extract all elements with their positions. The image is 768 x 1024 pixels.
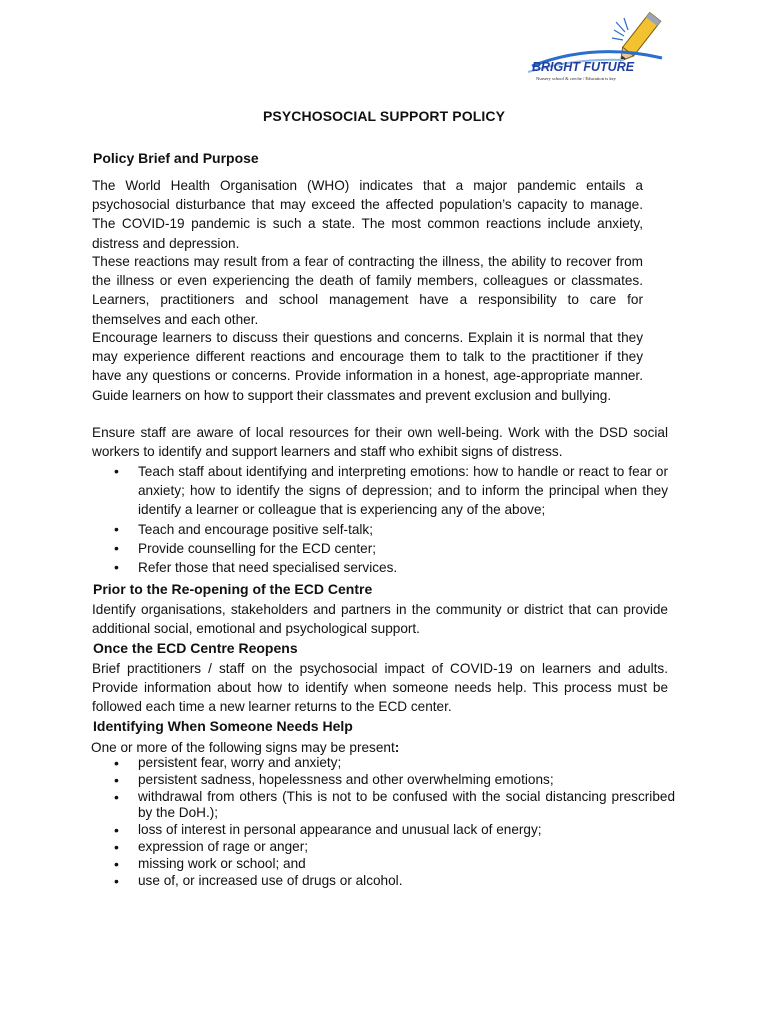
- paragraph-brief-practitioners: Brief practitioners / staff on the psychosocial impact of COVID-19 on learners and adults. Provide information about how to identify when someone needs help. This process must be followed each time a new learner returns to the ECD center.: [92, 661, 668, 715]
- signs-intro-colon: :: [394, 740, 400, 755]
- list-item: • use of, or increased use of drugs or alcohol.: [92, 873, 675, 890]
- paragraph-who: The World Health Organisation (WHO) indicates that a major pandemic entails a psychosocial disturbance that may exceed the affected population’s capacity to manage. The COVID-19 pandemic is such a state. The most common reactions include anxiety, distress and depression.: [92, 178, 643, 251]
- list-item: • withdrawal from others (This is not to be confused with the social distancing prescribed by the DoH.);: [92, 789, 675, 823]
- heading-once-reopens: Once the ECD Centre Reopens: [93, 640, 298, 656]
- list-item: • expression of rage or anger;: [92, 839, 675, 856]
- heading-prior-reopening: Prior to the Re-opening of the ECD Centre: [93, 581, 373, 597]
- list-item: • Provide counselling for the ECD center;: [92, 539, 668, 558]
- page-title: PSYCHOSOCIAL SUPPORT POLICY: [262, 108, 506, 124]
- list-item: • loss of interest in personal appearance and unusual lack of energy;: [92, 822, 675, 839]
- list-item: • Teach and encourage positive self-talk;: [92, 520, 668, 539]
- staff-support-list: [92, 462, 668, 577]
- list-item: • Refer those that need specialised services.: [92, 558, 668, 577]
- list-item: • missing work or school; and: [92, 856, 675, 873]
- paragraph-encourage-learners: Encourage learners to discuss their questions and concerns. Explain it is normal that they may experience different reactions and encourage them to talk to the practitioner if they have any questions or concerns. Provide information in a honest, age-appropriate manner. Guide learners on how to support their classmates and prevent exclusion and bullying.: [92, 330, 643, 403]
- heading-policy-brief: Policy Brief and Purpose: [93, 150, 259, 166]
- logo-tagline: Nursery school & creche / Education is key: [536, 76, 616, 81]
- logo-brand-text: BRIGHT FUTURE: [532, 60, 635, 74]
- list-item: • persistent sadness, hopelessness and other overwhelming emotions;: [92, 772, 675, 789]
- list-item: • persistent fear, worry and anxiety;: [92, 755, 675, 772]
- signs-intro-text: One or more of the following signs may be present: [91, 740, 395, 755]
- heading-identifying-help: Identifying When Someone Needs Help: [93, 718, 353, 734]
- paragraph-ensure-staff: Ensure staff are aware of local resources for their own well-being. Work with the DSD social workers to identify and support learners and staff who exhibit signs of distress.: [92, 425, 668, 460]
- list-item: • Teach staff about identifying and interpreting emotions: how to handle or react to fear or anxiety; how to identify the signs of depression; and to inform the principal when they identify a learner or colleague that is experiencing any of the above;: [92, 462, 668, 520]
- bright-future-logo: [524, 8, 672, 90]
- paragraph-identify-organisations: Identify organisations, stakeholders and partners in the community or district that can provide additional social, emotional and psychological support.: [92, 602, 668, 637]
- warning-signs-list: [92, 755, 675, 889]
- paragraph-reactions: These reactions may result from a fear of contracting the illness, the ability to recover from the illness or even experiencing the death of family members, colleagues or classmates. Learners, practitioners and school management have a responsibility to care for themselves and each other.: [92, 254, 643, 327]
